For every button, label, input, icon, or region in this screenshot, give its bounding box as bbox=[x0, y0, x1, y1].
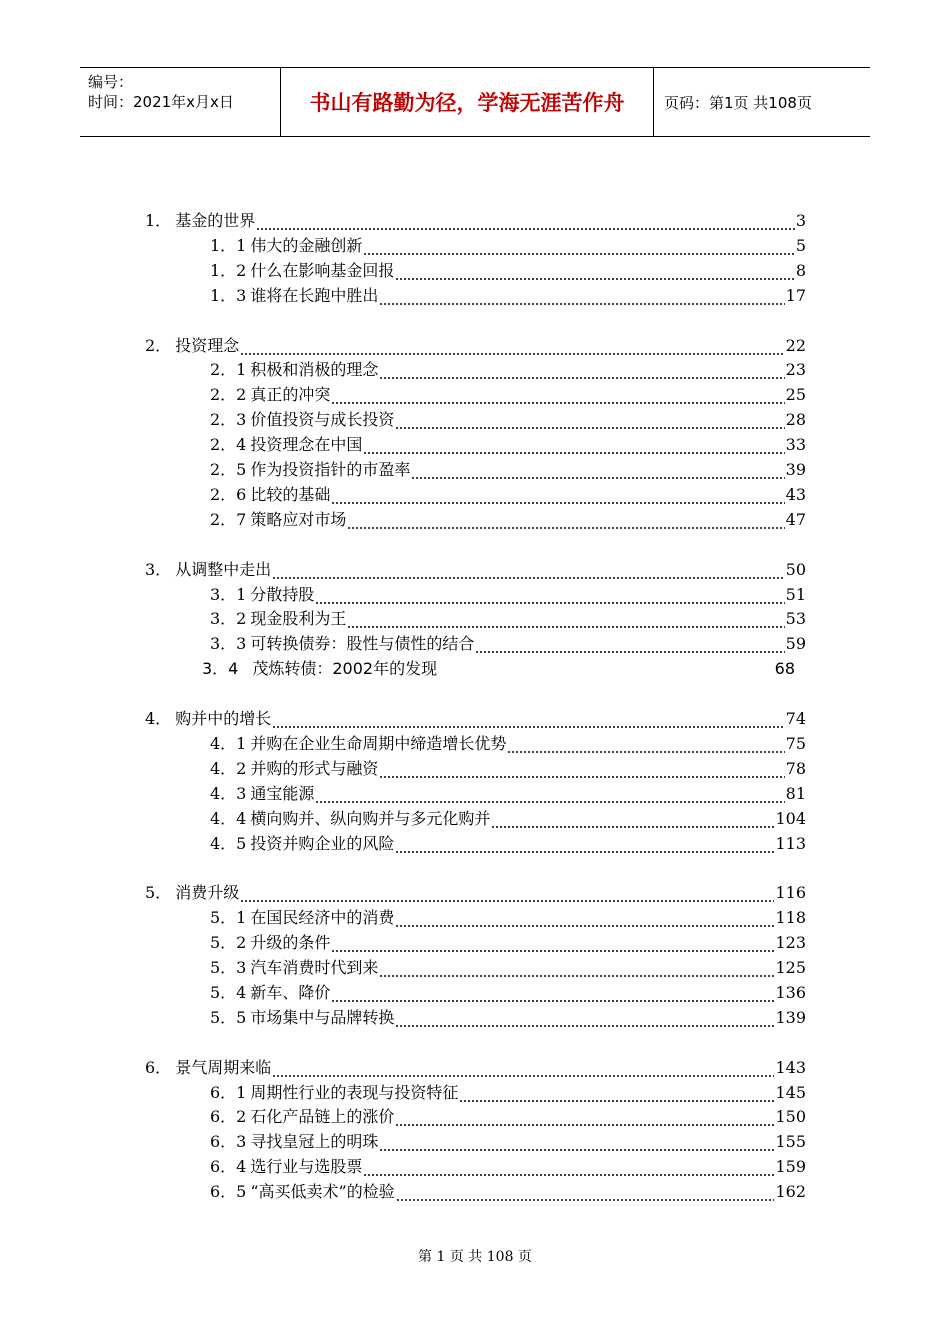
number-label: 编号： bbox=[88, 73, 134, 91]
toc-entry-title: 什么在影响基金回报 bbox=[250, 260, 395, 280]
toc-entry[interactable] bbox=[210, 283, 806, 308]
toc-entry-title: 寻找皇冠上的明珠 bbox=[250, 1132, 379, 1152]
toc-entry-title: 比较的基础 bbox=[250, 484, 331, 504]
toc-entry-number: 2．3 bbox=[210, 410, 247, 430]
header-meta bbox=[80, 68, 281, 136]
header-motto: 书山有路勤为径，学海无涯苦作舟 bbox=[281, 68, 654, 136]
toc-entry[interactable] bbox=[210, 582, 806, 607]
toc-entry-number: 3． bbox=[145, 559, 172, 579]
toc-entry-title: 横向购并、纵向购并与多元化购并 bbox=[250, 808, 491, 828]
toc-entry-page: 75 bbox=[785, 733, 806, 753]
toc-entry-page: 51 bbox=[785, 584, 806, 604]
toc-entry-title: 价值投资与成长投资 bbox=[250, 410, 395, 430]
toc-entry-title: 作为投资指针的市盈率 bbox=[250, 460, 411, 479]
toc-entry-page: 123 bbox=[775, 933, 806, 953]
toc-entry[interactable] bbox=[210, 955, 806, 980]
toc-entry-number: 4．2 bbox=[210, 758, 247, 778]
toc-leader-dots bbox=[491, 806, 774, 831]
toc-leader-dots bbox=[379, 756, 784, 781]
toc-entry-number: 4．4 bbox=[210, 808, 247, 828]
toc-leader-dots bbox=[395, 258, 794, 283]
toc-leader-dots bbox=[475, 631, 784, 656]
toc-entry-page: 43 bbox=[785, 484, 806, 504]
toc-entry-title: 现金股利为王 bbox=[250, 609, 347, 629]
toc-entry-title: 石化产品链上的涨价 bbox=[250, 1107, 395, 1127]
toc-entry-page: 50 bbox=[785, 559, 806, 579]
toc-entry[interactable] bbox=[145, 1055, 806, 1080]
toc-entry-page: 143 bbox=[775, 1057, 806, 1077]
toc-entry[interactable] bbox=[145, 880, 806, 905]
toc-entry[interactable] bbox=[210, 831, 806, 856]
toc-entry-title: 通宝能源 bbox=[250, 783, 315, 803]
toc-entry[interactable] bbox=[210, 1104, 806, 1129]
toc-entry-page: 118 bbox=[775, 908, 806, 928]
toc-entry-number: 4．5 bbox=[210, 833, 247, 853]
toc-leader-dots bbox=[315, 781, 784, 806]
toc-entry-number: 6．1 bbox=[210, 1082, 247, 1102]
toc-entry[interactable] bbox=[210, 1005, 806, 1030]
toc-entry-page: 8 bbox=[795, 260, 806, 280]
toc-entry-title: 选行业与选股票 bbox=[250, 1157, 363, 1177]
toc-entry[interactable] bbox=[210, 781, 806, 806]
toc-entry-title: 伟大的金融创新 bbox=[250, 235, 363, 255]
toc-entry-number: 5．5 bbox=[210, 1007, 247, 1027]
toc-entry-page: 104 bbox=[775, 808, 806, 828]
toc-entry-title: 策略应对市场 bbox=[250, 509, 347, 529]
toc-entry-page: 53 bbox=[785, 609, 806, 629]
toc-entry-page: 39 bbox=[785, 460, 806, 479]
toc-entry[interactable] bbox=[210, 432, 806, 457]
toc-leader-dots bbox=[272, 557, 784, 582]
toc-leader-dots bbox=[379, 283, 784, 308]
toc-entry-number: 5．4 bbox=[210, 982, 247, 1002]
toc-leader-dots bbox=[331, 382, 784, 407]
toc-entry[interactable] bbox=[210, 1080, 806, 1105]
toc-entry-title: 在国民经济中的消费 bbox=[250, 908, 395, 928]
toc-leader-dots bbox=[272, 1055, 774, 1080]
toc-entry-page: 125 bbox=[775, 958, 806, 977]
toc-entry-title: 并购的形式与融资 bbox=[250, 758, 379, 778]
toc-entry-number: 2．5 bbox=[210, 460, 247, 479]
toc-entry-page: 116 bbox=[775, 883, 806, 903]
toc-entry-title: 投资理念 bbox=[175, 335, 240, 355]
toc-entry-number: 5． bbox=[145, 883, 172, 903]
toc-leader-dots bbox=[396, 1179, 775, 1204]
toc-entry-title: 基金的世界 bbox=[175, 211, 256, 230]
toc-entry-number: 3．1 bbox=[210, 584, 247, 604]
toc-entry-title: 投资理念在中国 bbox=[250, 435, 363, 455]
date-label: 时间：2021年x月x日 bbox=[88, 93, 234, 111]
toc-entry[interactable] bbox=[210, 731, 806, 756]
toc-entry-page: 17 bbox=[785, 285, 806, 305]
toc-entry-page: 74 bbox=[785, 709, 806, 728]
toc-entry-number: 6．4 bbox=[210, 1157, 247, 1177]
toc-entry-title: 谁将在长跑中胜出 bbox=[250, 285, 379, 305]
toc-entry[interactable] bbox=[145, 706, 806, 731]
toc-leader-dots bbox=[379, 1129, 774, 1154]
toc-entry-number: 1．3 bbox=[210, 285, 247, 305]
header-page-info: 页码：第1页 共108页 bbox=[664, 93, 812, 112]
toc-entry-title: 消费升级 bbox=[175, 883, 240, 903]
toc-entry-number: 6．2 bbox=[210, 1107, 247, 1127]
toc-entry-number: 4．3 bbox=[210, 783, 247, 803]
toc-entry[interactable] bbox=[210, 1179, 806, 1204]
toc-leader-dots bbox=[272, 706, 784, 731]
toc-entry-page: 155 bbox=[775, 1132, 806, 1152]
toc-leader-dots bbox=[331, 980, 774, 1005]
toc-entry-page: 22 bbox=[785, 335, 806, 355]
toc-entry-page: 150 bbox=[775, 1107, 806, 1127]
toc-entry-number: 4． bbox=[145, 709, 172, 728]
toc-leader-dots bbox=[379, 955, 774, 980]
toc-entry-number: 1．1 bbox=[210, 235, 247, 255]
toc-entry-number: 2．7 bbox=[210, 509, 247, 529]
toc-entry[interactable] bbox=[210, 980, 806, 1005]
toc-entry-title: 市场集中与品牌转换 bbox=[250, 1007, 395, 1027]
toc-entry-number: 5．2 bbox=[210, 933, 247, 953]
toc-entry-page: 113 bbox=[775, 833, 806, 853]
toc-entry-title: 升级的条件 bbox=[250, 933, 331, 953]
toc-entry-page: 78 bbox=[785, 758, 806, 778]
toc-leader-dots bbox=[379, 357, 784, 382]
toc-entry[interactable] bbox=[210, 631, 806, 656]
toc-entry[interactable] bbox=[210, 482, 806, 507]
toc-leader-dots bbox=[363, 1154, 774, 1179]
toc-leader-dots bbox=[240, 333, 784, 358]
toc-entry-page: 145 bbox=[775, 1082, 806, 1102]
toc-entry[interactable] bbox=[210, 756, 806, 781]
toc-entry[interactable] bbox=[210, 357, 806, 382]
toc-leader-dots bbox=[395, 831, 774, 856]
toc-entry-number: 6．5 bbox=[210, 1182, 247, 1202]
toc-entry[interactable] bbox=[210, 233, 806, 258]
toc-entry-title: 购并中的增长 bbox=[175, 709, 272, 728]
toc-entry-title: 汽车消费时代到来 bbox=[250, 958, 379, 977]
toc-entry-number: 1． bbox=[145, 211, 172, 230]
toc-entry-title: “高买低卖术”的检验 bbox=[250, 1182, 395, 1202]
toc-entry-title: 投资并购企业的风险 bbox=[250, 833, 395, 853]
toc-entry-number: 2．6 bbox=[210, 484, 247, 504]
toc-entry-page: 47 bbox=[785, 509, 806, 529]
toc-leader-dots bbox=[395, 1005, 774, 1030]
toc-leader-dots bbox=[395, 407, 784, 432]
toc-entry-page: 159 bbox=[775, 1157, 806, 1177]
toc-entry-title: 可转换债券：股性与债性的结合 bbox=[250, 634, 475, 654]
toc-entry-page: 23 bbox=[785, 360, 806, 380]
toc-leader-dots bbox=[240, 880, 774, 905]
toc-leader-dots bbox=[459, 1080, 774, 1105]
toc-entry-title: 积极和消极的理念 bbox=[250, 360, 379, 380]
toc-entry-number: 3．2 bbox=[210, 609, 247, 629]
toc-leader-dots bbox=[438, 656, 774, 681]
toc-entry[interactable] bbox=[210, 1129, 806, 1154]
toc-entry-page: 3 bbox=[795, 211, 806, 230]
toc-entry[interactable] bbox=[210, 407, 806, 432]
toc-entry[interactable] bbox=[210, 507, 806, 532]
toc-entry-number: 6．3 bbox=[210, 1132, 247, 1152]
toc-entry-number: 1．2 bbox=[210, 260, 247, 280]
toc-entry-title: 周期性行业的表现与投资特征 bbox=[250, 1082, 459, 1102]
toc-entry-page: 136 bbox=[775, 982, 806, 1002]
toc-entry-page: 81 bbox=[785, 783, 806, 803]
toc-entry-title: 并购在企业生命周期中缔造增长优势 bbox=[250, 733, 507, 753]
toc-entry-page: 33 bbox=[785, 435, 806, 455]
toc-entry-number: 4．1 bbox=[210, 733, 247, 753]
toc-entry-title: 分散持股 bbox=[250, 584, 315, 604]
toc-entry-number: 2．1 bbox=[210, 360, 247, 380]
toc-entry-page: 139 bbox=[775, 1007, 806, 1027]
toc-entry-page: 28 bbox=[785, 410, 806, 430]
page-footer: 第 1 页 共 108 页 bbox=[418, 1249, 532, 1265]
toc-entry[interactable] bbox=[210, 457, 806, 482]
toc-leader-dots bbox=[411, 457, 784, 482]
toc-entry[interactable] bbox=[210, 930, 806, 955]
toc-leader-dots bbox=[331, 482, 784, 507]
toc-entry-number: 3．3 bbox=[210, 634, 247, 654]
toc-leader-dots bbox=[395, 1104, 774, 1129]
toc-entry-title: 真正的冲突 bbox=[250, 385, 331, 405]
toc-entry-title: 景气周期来临 bbox=[175, 1057, 272, 1077]
toc-leader-dots bbox=[256, 208, 795, 233]
toc-leader-dots bbox=[347, 507, 784, 532]
toc-entry[interactable] bbox=[145, 208, 806, 233]
toc-entry-title: 茂炼转债：2002年的发现 bbox=[252, 659, 438, 679]
toc-entry[interactable] bbox=[210, 258, 806, 283]
toc-entry[interactable] bbox=[210, 606, 806, 631]
toc-entry[interactable] bbox=[210, 806, 806, 831]
toc-leader-dots bbox=[507, 731, 784, 756]
toc-leader-dots bbox=[331, 930, 774, 955]
toc-entry-number: 6． bbox=[145, 1057, 172, 1077]
toc-entry-number: 2．4 bbox=[210, 435, 247, 455]
toc-entry[interactable] bbox=[145, 557, 806, 582]
toc-entry-page: 68 bbox=[774, 659, 795, 679]
toc-entry-page: 162 bbox=[775, 1182, 806, 1202]
toc-entry-number: 3．4 bbox=[202, 659, 239, 679]
toc-entry-number: 5．1 bbox=[210, 908, 247, 928]
toc-entry[interactable] bbox=[202, 656, 795, 681]
toc-entry-title: 从调整中走出 bbox=[175, 559, 272, 579]
toc-entry-page: 59 bbox=[785, 634, 806, 654]
toc-entry[interactable] bbox=[210, 1154, 806, 1179]
toc-leader-dots bbox=[363, 432, 784, 457]
toc-leader-dots bbox=[395, 905, 774, 930]
toc-entry-number: 2． bbox=[145, 335, 172, 355]
toc-entry[interactable] bbox=[145, 333, 806, 358]
toc-leader-dots bbox=[363, 233, 794, 258]
toc-leader-dots bbox=[315, 582, 784, 607]
toc-entry-page: 25 bbox=[785, 385, 806, 405]
toc-entry[interactable] bbox=[210, 382, 806, 407]
toc-entry-number: 5．3 bbox=[210, 958, 247, 977]
page-header bbox=[80, 67, 870, 137]
toc-entry-page: 5 bbox=[795, 235, 806, 255]
toc-entry-title: 新车、降价 bbox=[250, 982, 331, 1002]
toc-entry[interactable] bbox=[210, 905, 806, 930]
toc-leader-dots bbox=[347, 606, 784, 631]
toc-entry-number: 2．2 bbox=[210, 385, 247, 405]
